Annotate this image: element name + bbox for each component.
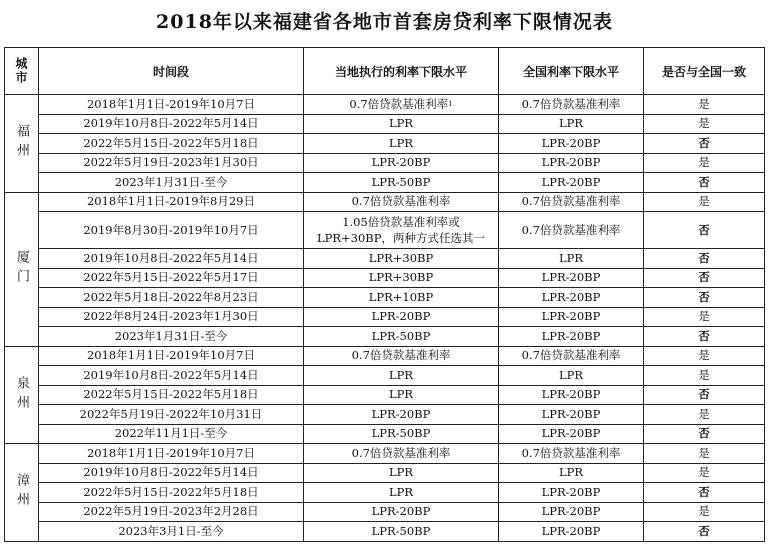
national-rate-cell: LPR bbox=[499, 366, 644, 386]
same-as-national-cell: 否 bbox=[644, 424, 765, 444]
national-rate-cell: 0.7倍贷款基准利率 bbox=[499, 192, 644, 212]
same-as-national-cell: 否 bbox=[644, 173, 765, 193]
header-city: 城市 bbox=[5, 48, 39, 95]
national-rate-cell: 0.7倍贷款基准利率 bbox=[499, 95, 644, 115]
same-as-national-cell: 是 bbox=[644, 114, 765, 134]
local-rate-cell: LPR bbox=[304, 483, 499, 503]
national-rate-cell: LPR-20BP bbox=[499, 502, 644, 522]
header-same: 是否与全国一致 bbox=[644, 48, 765, 95]
period-cell: 2022年5月18日-2022年8月23日 bbox=[39, 288, 304, 308]
period-cell: 2019年10月8日-2022年5月14日 bbox=[39, 114, 304, 134]
period-cell: 2022年5月15日-2022年5月18日 bbox=[39, 483, 304, 503]
local-rate-cell: LPR-50BP bbox=[304, 424, 499, 444]
same-as-national-cell: 是 bbox=[644, 405, 765, 425]
local-rate-cell: 0.7倍贷款基准利率 bbox=[304, 192, 499, 212]
same-as-national-cell: 否 bbox=[644, 522, 765, 542]
same-as-national-cell: 是 bbox=[644, 307, 765, 327]
same-as-national-cell: 是 bbox=[644, 153, 765, 173]
table-row bbox=[5, 405, 765, 425]
national-rate-cell: LPR-20BP bbox=[499, 424, 644, 444]
period-cell: 2022年5月19日-2023年2月28日 bbox=[39, 502, 304, 522]
local-rate-cell: LPR-50BP bbox=[304, 327, 499, 347]
table-row bbox=[5, 522, 765, 542]
national-rate-cell: LPR bbox=[499, 463, 644, 483]
national-rate-cell: LPR-20BP bbox=[499, 134, 644, 154]
national-rate-cell: LPR-20BP bbox=[499, 522, 644, 542]
same-as-national-cell: 否 bbox=[644, 483, 765, 503]
period-cell: 2022年5月15日-2022年5月18日 bbox=[39, 134, 304, 154]
city-cell: 泉州 bbox=[5, 346, 39, 444]
local-rate-cell: 1.05倍贷款基准利率或LPR+30BP，两种方式任选其一 bbox=[304, 212, 499, 249]
national-rate-cell: LPR-20BP bbox=[499, 385, 644, 405]
table-row bbox=[5, 288, 765, 308]
local-rate-cell: LPR+10BP bbox=[304, 288, 499, 308]
footnote-mark: 1 bbox=[448, 99, 453, 108]
same-as-national-cell: 否 bbox=[644, 249, 765, 269]
period-cell: 2018年1月1日-2019年8月29日 bbox=[39, 192, 304, 212]
national-rate-cell: 0.7倍贷款基准利率 bbox=[499, 212, 644, 249]
header-local: 当地执行的利率下限水平 bbox=[304, 48, 499, 95]
table-row bbox=[5, 307, 765, 327]
local-rate-text: 0.7倍贷款基准利率 bbox=[349, 96, 449, 111]
national-rate-cell: LPR bbox=[499, 249, 644, 269]
table-row bbox=[5, 327, 765, 347]
table-row bbox=[5, 366, 765, 386]
table-row bbox=[5, 134, 765, 154]
period-cell: 2022年5月19日-2022年10月31日 bbox=[39, 405, 304, 425]
header-national: 全国利率下限水平 bbox=[499, 48, 644, 95]
table-row bbox=[5, 444, 765, 464]
table-row bbox=[5, 463, 765, 483]
local-rate-cell: LPR-20BP bbox=[304, 307, 499, 327]
local-rate-cell: 0.7倍贷款基准利率 bbox=[304, 444, 499, 464]
table-row bbox=[5, 502, 765, 522]
national-rate-cell: LPR-20BP bbox=[499, 288, 644, 308]
local-rate-cell: 0.7倍贷款基准利率 bbox=[304, 346, 499, 366]
national-rate-cell: LPR-20BP bbox=[499, 153, 644, 173]
local-rate-cell: LPR bbox=[304, 385, 499, 405]
national-rate-cell: LPR-20BP bbox=[499, 268, 644, 288]
table-row bbox=[5, 424, 765, 444]
city-cell: 漳州 bbox=[5, 444, 39, 542]
period-cell: 2018年1月1日-2019年10月7日 bbox=[39, 346, 304, 366]
table-row bbox=[5, 346, 765, 366]
table-row bbox=[5, 268, 765, 288]
same-as-national-cell: 否 bbox=[644, 268, 765, 288]
period-cell: 2019年8月30日-2019年10月7日 bbox=[39, 212, 304, 249]
period-cell: 2023年1月31日-至今 bbox=[39, 173, 304, 193]
rates-table bbox=[4, 47, 765, 542]
national-rate-cell: LPR-20BP bbox=[499, 173, 644, 193]
national-rate-cell: LPR-20BP bbox=[499, 483, 644, 503]
national-rate-cell: LPR bbox=[499, 114, 644, 134]
local-rate-cell: LPR-20BP bbox=[304, 153, 499, 173]
period-cell: 2019年10月8日-2022年5月14日 bbox=[39, 249, 304, 269]
city-cell: 厦门 bbox=[5, 192, 39, 346]
period-cell: 2022年8月24日-2023年1月30日 bbox=[39, 307, 304, 327]
table-row bbox=[5, 212, 765, 249]
same-as-national-cell: 否 bbox=[644, 327, 765, 347]
national-rate-cell: 0.7倍贷款基准利率 bbox=[499, 444, 644, 464]
same-as-national-cell: 是 bbox=[644, 463, 765, 483]
local-rate-cell: LPR bbox=[304, 366, 499, 386]
table-row bbox=[5, 95, 765, 115]
table-row bbox=[5, 385, 765, 405]
same-as-national-cell: 否 bbox=[644, 134, 765, 154]
same-as-national-cell: 是 bbox=[644, 444, 765, 464]
same-as-national-cell: 否 bbox=[644, 288, 765, 308]
table-row bbox=[5, 173, 765, 193]
same-as-national-cell: 否 bbox=[644, 212, 765, 249]
local-rate-cell: LPR-20BP bbox=[304, 502, 499, 522]
period-cell: 2018年1月1日-2019年10月7日 bbox=[39, 444, 304, 464]
same-as-national-cell: 否 bbox=[644, 385, 765, 405]
city-cell: 福州 bbox=[5, 95, 39, 193]
same-as-national-cell: 是 bbox=[644, 502, 765, 522]
local-rate-cell bbox=[304, 95, 499, 115]
period-cell: 2022年5月15日-2022年5月18日 bbox=[39, 385, 304, 405]
table-row bbox=[5, 153, 765, 173]
local-rate-cell: LPR+30BP bbox=[304, 249, 499, 269]
national-rate-cell: LPR-20BP bbox=[499, 405, 644, 425]
local-rate-cell: LPR-20BP bbox=[304, 405, 499, 425]
period-cell: 2023年1月31日-至今 bbox=[39, 327, 304, 347]
same-as-national-cell: 是 bbox=[644, 192, 765, 212]
page-title: 2018年以来福建省各地市首套房贷利率下限情况表 bbox=[156, 11, 613, 33]
same-as-national-cell: 是 bbox=[644, 346, 765, 366]
national-rate-cell: LPR-20BP bbox=[499, 307, 644, 327]
table-row bbox=[5, 249, 765, 269]
period-cell: 2019年10月8日-2022年5月14日 bbox=[39, 463, 304, 483]
local-rate-cell: LPR bbox=[304, 463, 499, 483]
table-header-row bbox=[5, 48, 765, 95]
local-rate-cell: LPR bbox=[304, 114, 499, 134]
national-rate-cell: LPR-20BP bbox=[499, 327, 644, 347]
local-rate-cell: LPR+30BP bbox=[304, 268, 499, 288]
table-body bbox=[5, 95, 765, 542]
same-as-national-cell: 是 bbox=[644, 95, 765, 115]
period-cell: 2022年11月1日-至今 bbox=[39, 424, 304, 444]
period-cell: 2019年10月8日-2022年5月14日 bbox=[39, 366, 304, 386]
table-row bbox=[5, 483, 765, 503]
period-cell: 2023年3月1日-至今 bbox=[39, 522, 304, 542]
national-rate-cell: 0.7倍贷款基准利率 bbox=[499, 346, 644, 366]
period-cell: 2018年1月1日-2019年10月7日 bbox=[39, 95, 304, 115]
same-as-national-cell: 是 bbox=[644, 366, 765, 386]
period-cell: 2022年5月19日-2023年1月30日 bbox=[39, 153, 304, 173]
header-period: 时间段 bbox=[39, 48, 304, 95]
period-cell: 2022年5月15日-2022年5月17日 bbox=[39, 268, 304, 288]
local-rate-cell: LPR-50BP bbox=[304, 522, 499, 542]
local-rate-cell: LPR bbox=[304, 134, 499, 154]
table-row bbox=[5, 192, 765, 212]
table-row bbox=[5, 114, 765, 134]
local-rate-cell: LPR-50BP bbox=[304, 173, 499, 193]
